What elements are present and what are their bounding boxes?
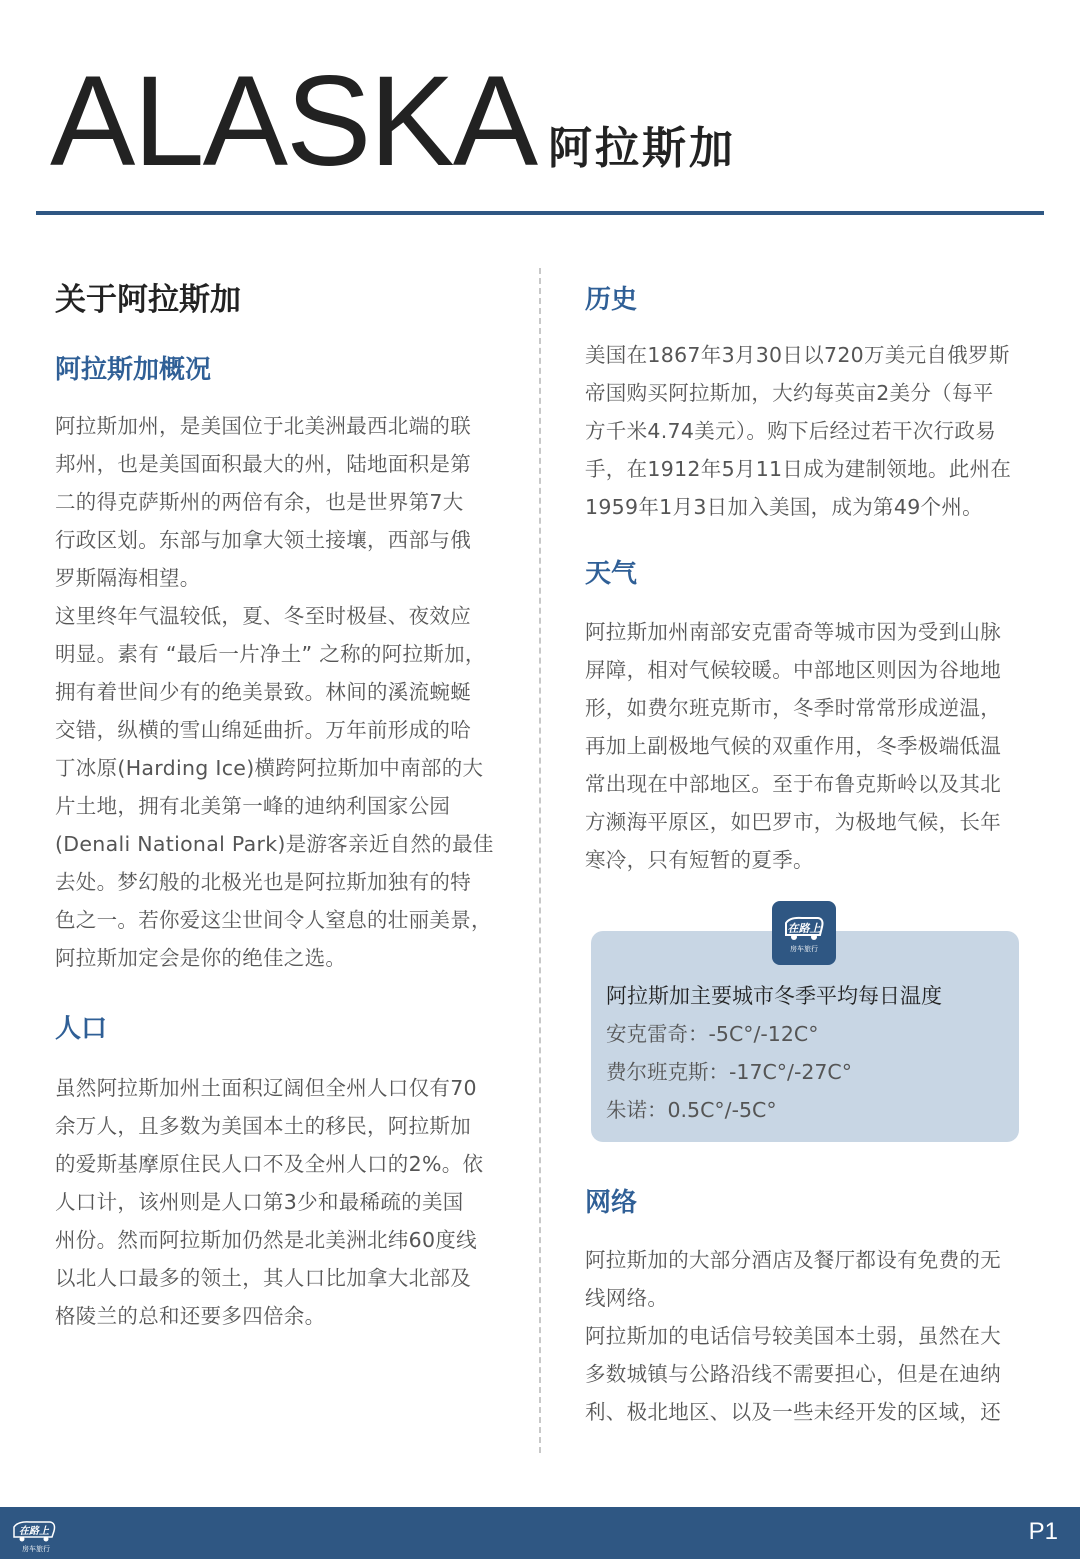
text-line: 色之一。若你爱这尘世间令人窒息的壮丽美景，	[55, 908, 492, 932]
temperature-title: 阿拉斯加主要城市冬季平均每日温度	[606, 984, 942, 1008]
text-line: 手，在1912年5月11日成为建制领地。此州在	[585, 457, 1012, 481]
logo-text-top: 在路上	[787, 922, 821, 935]
text-line: 美国在1867年3月30日以720万美元自俄罗斯	[585, 343, 1010, 367]
text-line: 二的得克萨斯州的两倍有余，也是世界第7大	[55, 490, 464, 514]
about-heading: 关于阿拉斯加	[55, 282, 241, 318]
text-line: 虽然阿拉斯加州土面积辽阔但全州人口仅有70	[55, 1076, 477, 1100]
text-line: 方濒海平原区，如巴罗市，为极地气候，长年	[585, 810, 1001, 834]
text-line: 阿拉斯加州，是美国位于北美洲最西北端的联	[55, 414, 471, 438]
text-line: 州份。然而阿拉斯加仍然是北美洲北纬60度线	[55, 1228, 477, 1252]
text-line: 这里终年气温较低，夏、冬至时极昼、夜效应	[55, 604, 471, 628]
text-line: 形，如费尔班克斯市，冬季时常常形成逆温，	[585, 696, 1001, 720]
footer-logo-text-bottom: 房车旅行	[22, 1545, 50, 1553]
text-line: 余万人，且多数为美国本土的移民，阿拉斯加	[55, 1114, 471, 1138]
text-line: 1959年1月3日加入美国，成为第49个州。	[585, 495, 983, 519]
text-line: 阿拉斯加的大部分酒店及餐厅都设有免费的无	[585, 1248, 1001, 1272]
header-divider	[36, 211, 1044, 215]
left-column	[55, 278, 505, 1335]
network-text	[585, 1241, 1030, 1431]
weather-text	[585, 613, 1030, 879]
text-line: 人口计，该州则是人口第3少和最稀疏的美国	[55, 1190, 464, 1214]
text-line: (Denali National Park)是游客亲近自然的最佳	[55, 832, 494, 856]
text-line: 常出现在中部地区。至于布鲁克斯岭以及其北	[585, 772, 1001, 796]
history-heading: 历史	[585, 285, 638, 315]
text-line: 帝国购买阿拉斯加，大约每英亩2美分（每平	[585, 381, 994, 405]
population-text	[55, 1069, 505, 1335]
overview-heading: 阿拉斯加概况	[55, 355, 212, 385]
text-line: 的爱斯基摩原住民人口不及全州人口的2%。依	[55, 1152, 484, 1176]
network-heading: 网络	[585, 1188, 638, 1218]
brand-logo-icon	[772, 901, 836, 965]
text-line: 阿拉斯加定会是你的绝佳之选。	[55, 946, 347, 970]
text-line: 再加上副极地气候的双重作用，冬季极端低温	[585, 734, 1001, 758]
text-line: 阿拉斯加的电话信号较美国本土弱，虽然在大	[585, 1324, 1001, 1348]
footer-logo-text-top: 在路上	[19, 1526, 49, 1537]
text-line: 屏障，相对气候较暖。中部地区则因为谷地地	[585, 658, 1001, 682]
column-divider	[539, 268, 541, 1453]
title-english: ALASKA	[50, 50, 537, 193]
temperature-info-box	[591, 922, 1019, 1142]
text-line: 以北人口最多的领土，其人口比加拿大北部及	[55, 1266, 471, 1290]
text-line: 方千米4.74美元）。购下后经过若干次行政易	[585, 419, 996, 443]
population-heading: 人口	[55, 1014, 108, 1044]
text-line: 寒冷，只有短暂的夏季。	[585, 848, 814, 872]
text-line: 罗斯隔海相望。	[55, 566, 201, 590]
history-text	[585, 336, 1030, 526]
logo-text-bottom: 房车旅行	[790, 945, 818, 953]
title-chinese: 阿拉斯加	[548, 123, 737, 174]
temperature-row: 朱诺：0.5C°/-5C°	[606, 1098, 777, 1122]
text-line: 格陵兰的总和还要多四倍余。	[55, 1304, 326, 1328]
page-footer	[0, 1507, 1080, 1559]
weather-heading: 天气	[585, 559, 638, 589]
text-line: 明显。素有 “最后一片净土” 之称的阿拉斯加，	[55, 642, 486, 666]
temperature-row: 费尔班克斯：-17C°/-27C°	[606, 1060, 852, 1084]
text-line: 片土地，拥有北美第一峰的迪纳利国家公园	[55, 794, 451, 818]
temperature-row: 安克雷奇：-5C°/-12C°	[606, 1022, 819, 1046]
text-line: 多数城镇与公路沿线不需要担心，但是在迪纳	[585, 1362, 1001, 1386]
text-line: 利、极北地区、以及一些未经开发的区域，还	[585, 1400, 1001, 1424]
text-line: 交错，纵横的雪山绵延曲折。万年前形成的哈	[55, 718, 471, 742]
text-line: 阿拉斯加州南部安克雷奇等城市因为受到山脉	[585, 620, 1001, 644]
right-column	[585, 282, 1030, 879]
text-line: 线网络。	[585, 1286, 669, 1310]
footer-logo-icon	[10, 1513, 62, 1553]
page-header	[50, 50, 737, 193]
page-number: P1	[1028, 1518, 1058, 1545]
network-section	[585, 1185, 1030, 1431]
text-line: 行政区划。东部与加拿大领土接壤，西部与俄	[55, 528, 471, 552]
text-line: 拥有着世间少有的绝美景致。林间的溪流蜿蜒	[55, 680, 471, 704]
text-line: 邦州，也是美国面积最大的州，陆地面积是第	[55, 452, 471, 476]
text-line: 去处。梦幻般的北极光也是阿拉斯加独有的特	[55, 870, 471, 894]
text-line: 丁冰原(Harding Ice)横跨阿拉斯加中南部的大	[55, 756, 484, 780]
overview-text	[55, 407, 505, 977]
